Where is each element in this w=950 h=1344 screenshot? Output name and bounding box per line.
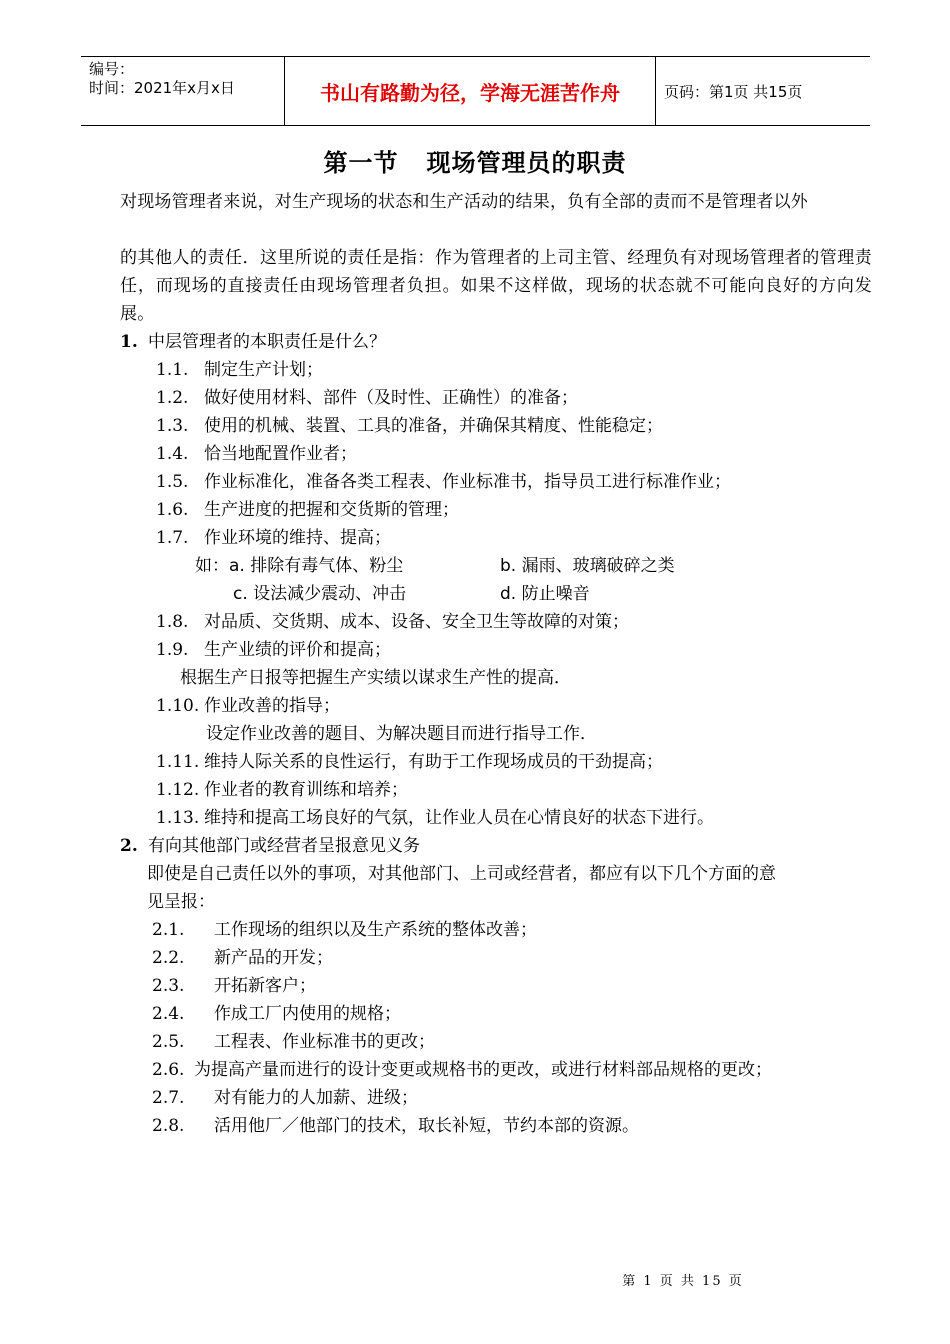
item-note: 根据生产日报等把握生产实绩以谋求生产性的提高． (180, 668, 571, 688)
document-body (120, 188, 872, 1140)
list-item: 1.9. 生产业绩的评价和提高； (156, 640, 391, 660)
list-item: 1.3. 使用的机械、装置、工具的准备，并确保其精度、性能稳定； (156, 416, 663, 436)
example-d: d. 防止噪音 (500, 584, 590, 604)
list-item: 2.7. 对有能力的人加薪、进级； (152, 1088, 418, 1108)
header-page-info: 页码：第1页 共15页 (664, 82, 803, 101)
example-row-2 (120, 580, 872, 608)
list-item: 1.5. 作业标准化，准备各类工程表、作业标准书，指导员工进行标准作业； (156, 472, 731, 492)
list-item: 1.11. 维持人际关系的良性运行，有助于工作现场成员的干劲提高； (156, 752, 663, 772)
section-2-number: 2. (120, 836, 138, 856)
list-item: 2.8. 活用他厂／他部门的技术，取长补短，节约本部的资源。 (152, 1116, 639, 1136)
page-header (81, 56, 870, 126)
header-left-cell (81, 57, 284, 125)
list-item: 1.12. 作业者的教育训练和培养； (156, 780, 408, 800)
section-1-heading (120, 328, 872, 356)
list-item: 2.5. 工程表、作业标准书的更改； (152, 1032, 435, 1052)
section-heading: 现场管理员的职责 (426, 148, 627, 177)
list-item: 1.8. 对品质、交货期、成本、设备、安全卫生等故障的对策； (156, 612, 629, 632)
list-item: 1.10. 作业改善的指导； (156, 696, 340, 716)
list-item: 2.1. 工作现场的组织以及生产系统的整体改善； (152, 920, 537, 940)
section-2-text: 有向其他部门或经营者呈报意见义务 (148, 836, 420, 856)
list-item: 1.6. 生产进度的把握和交货斯的管理； (156, 500, 459, 520)
page-footer: 第 1 页 共 15 页 (622, 1274, 744, 1289)
list-item: 2.6. 为提高产量而进行的设计变更或规格书的更改，或进行材料部品规格的更改； (152, 1060, 772, 1080)
list-item: 1.1. 制定生产计划； (156, 360, 323, 380)
section-1-number: 1. (120, 332, 138, 352)
section-2-heading (120, 832, 872, 860)
document-time-label: 时间：2021年x月x日 (89, 79, 235, 97)
intro-line-1: 对现场管理者来说，对生产现场的状态和生产活动的结果，负有全部的责而不是管理者以外 (120, 192, 808, 212)
list-item: 1.4. 恰当地配置作业者； (156, 444, 357, 464)
section-2-intro-1: 即使是自己责任以外的事项，对其他部门、上司或经营者，都应有以下几个方面的意 (147, 864, 776, 884)
example-a: 如：a. 排除有毒气体、粉尘 (195, 556, 404, 576)
intro-line-2: 的其他人的责任．这里所说的责任是指：作为管理者的上司主管、经理负有对现场管理者的管理责任，而现场的直接责任由现场管理者负担。如果不这样做，现场的状态就不可能向良好的方向发展。 (120, 248, 872, 324)
section-2-intro-2: 见呈报： (147, 892, 215, 912)
header-motto: 书山有路勤为径，学海无涯苦作舟 (284, 57, 656, 125)
list-item: 2.3. 开拓新客户； (152, 976, 316, 996)
example-row-1 (120, 552, 872, 580)
example-c: c. 设法减少震动、冲击 (233, 584, 407, 604)
page-title (0, 143, 950, 178)
list-item: 1.13. 维持和提高工场良好的气氛，让作业人员在心情良好的状态下进行。 (156, 808, 714, 828)
section-1-text: 中层管理者的本职责任是什么？ (148, 332, 386, 352)
list-item: 2.2. 新产品的开发； (152, 948, 333, 968)
example-b: b. 漏雨、玻璃破碎之类 (500, 556, 675, 576)
document-number-label: 编号： (89, 60, 135, 78)
section-label: 第一节 (323, 148, 399, 177)
list-item: 1.2. 做好使用材料、部件（及时性、正确性）的准备； (156, 388, 578, 408)
list-item: 1.7. 作业环境的维持、提高； (156, 528, 391, 548)
item-note: 设定作业改善的题目、为解决题目而进行指导工作． (206, 724, 597, 744)
list-item: 2.4. 作成工厂内使用的规格； (152, 1004, 401, 1024)
